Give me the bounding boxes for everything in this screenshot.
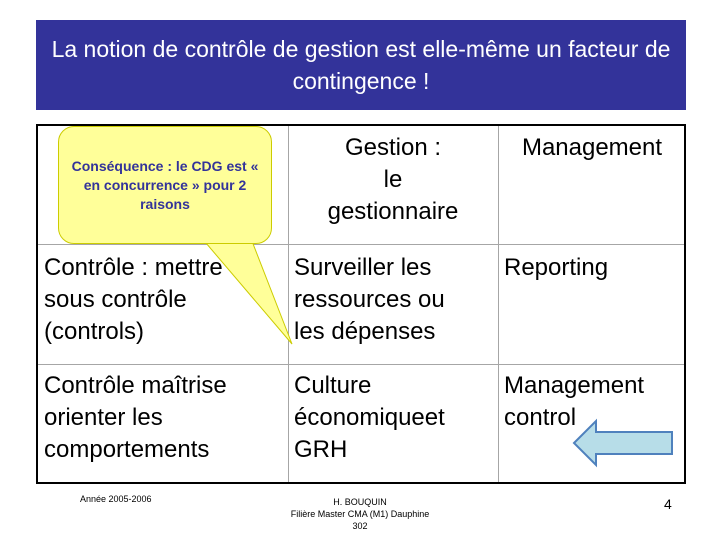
footer-year: Année 2005-2006 bbox=[80, 494, 152, 504]
header-management: Management bbox=[521, 134, 663, 161]
row2-management: Management control bbox=[504, 372, 645, 431]
row2-label: Contrôle maîtrise orienter les comportements bbox=[44, 372, 227, 463]
footer-author: H. BOUQUIN Filière Master CMA (M1) Dauphine 302 bbox=[290, 497, 430, 531]
callout-bubble bbox=[58, 126, 272, 244]
slide-title: La notion de contrôle de gestion est elle-même un facteur de contingence ! bbox=[51, 36, 671, 94]
row1-gestion: Surveiller les ressources ou les dépenses bbox=[294, 254, 445, 345]
left-arrow-icon bbox=[572, 418, 676, 468]
row1-management: Reporting bbox=[504, 254, 609, 281]
row2-gestion: Culture économiqueet GRH bbox=[294, 372, 445, 463]
row1-label: Contrôle : mettre sous contrôle (controls) bbox=[44, 254, 223, 345]
header-gestion: Gestion : le gestionnaire bbox=[327, 134, 459, 225]
page-number: 4 bbox=[664, 496, 672, 512]
callout-text: Conséquence : le CDG est « en concurrence » pour 2 raisons bbox=[71, 157, 259, 212]
